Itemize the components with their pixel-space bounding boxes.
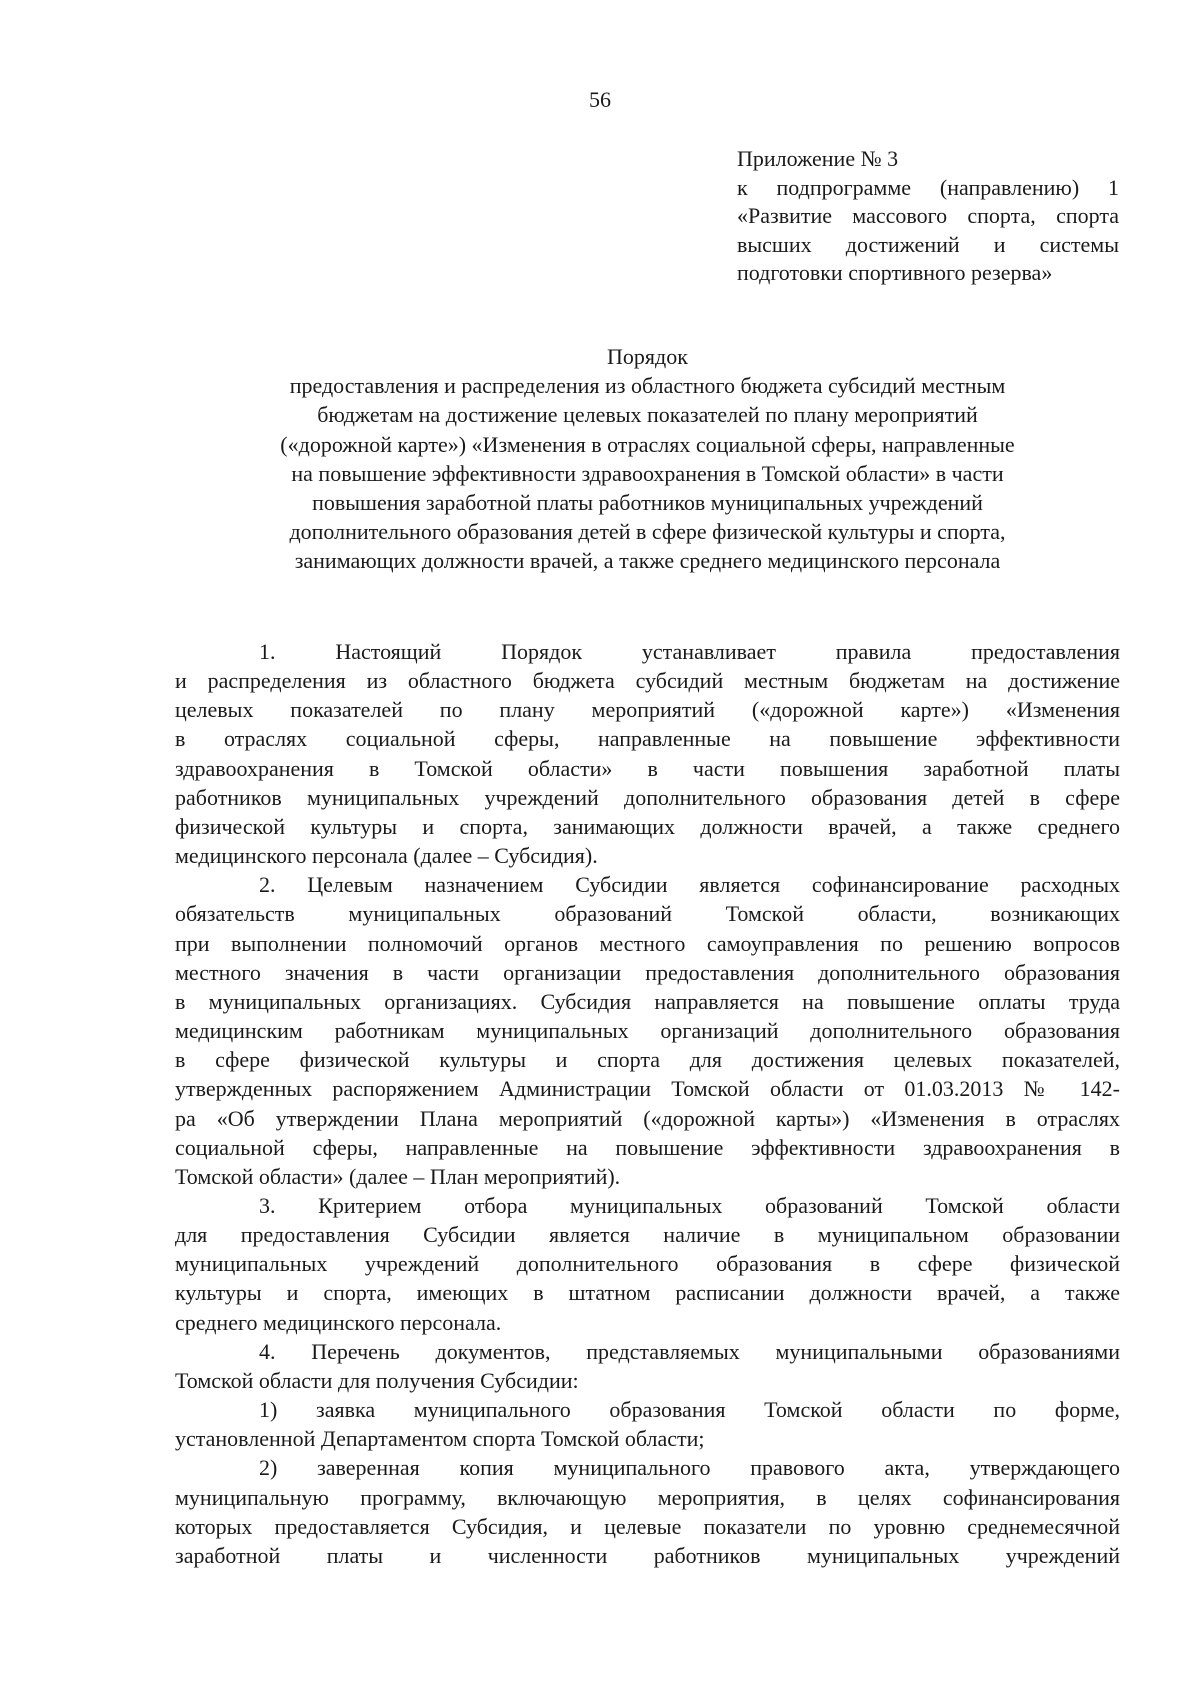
appendix-line: высших достижений и системы <box>737 231 1119 257</box>
body-line: 2) заверенная копия муниципального правового акта, утверждающего <box>259 1455 1120 1481</box>
body-line: в отраслях социальной сферы, направленные на повышение эффективности <box>175 726 1120 752</box>
body-line: медицинским работникам муниципальных организаций дополнительного образования <box>175 1018 1120 1044</box>
body-line: 1. Настоящий Порядок устанавливает правила предоставления <box>259 639 1120 664</box>
appendix-header <box>737 145 1119 288</box>
body-line: утвержденных распоряжением Администрации Томской области от 01.03.2013 № 142- <box>175 1076 1120 1102</box>
document-title <box>175 342 1120 576</box>
body-line: 4. Перечень документов, представляемых муниципальными образованиями <box>259 1338 1120 1364</box>
body-line: 1) заявка муниципального образования Томской области по форме, <box>259 1397 1120 1423</box>
title-line: дополнительного образования детей в сфере физической культуры и спорта, <box>289 519 1006 545</box>
body-line: обязательств муниципальных образований Томской области, возникающих <box>175 901 1120 927</box>
document-body <box>175 637 1120 1570</box>
appendix-line: Приложение № 3 <box>737 146 899 171</box>
body-line: здравоохранения в Томской области» в части повышения заработной платы <box>175 755 1120 781</box>
body-line: социальной сферы, направленные на повышение эффективности здравоохранения в <box>175 1134 1120 1160</box>
body-line: Томской области для получения Субсидии: <box>175 1367 579 1393</box>
body-line: муниципальных учреждений дополнительного образования в сфере физической <box>175 1251 1120 1277</box>
body-line: и распределения из областного бюджета субсидий местным бюджетам на достижение <box>175 668 1120 694</box>
body-line: в муниципальных организациях. Субсидия направляется на повышение оплаты труда <box>175 988 1120 1014</box>
body-line: целевых показателей по плану мероприятий («дорожной карте») «Изменения <box>175 697 1120 723</box>
body-line: среднего медицинского персонала. <box>175 1309 502 1335</box>
title-line: бюджетам на достижение целевых показателей по плану мероприятий <box>317 402 978 428</box>
title-line: занимающих должности врачей, а также среднего медицинского персонала <box>294 548 1001 574</box>
body-line: в сфере физической культуры и спорта для достижения целевых показателей, <box>175 1047 1120 1073</box>
body-line: культуры и спорта, имеющих в штатном расписании должности врачей, а также <box>175 1280 1120 1306</box>
page-number: 56 <box>589 87 611 112</box>
body-line: ра «Об утверждении Плана мероприятий («дорожной карты») «Изменения в отраслях <box>175 1105 1120 1131</box>
title-line: на повышение эффективности здравоохранения в Томской области» в части <box>291 460 1004 486</box>
body-line: медицинского персонала (далее – Субсидия). <box>175 843 598 869</box>
body-line: муниципальную программу, включающую мероприятия, в целях софинансирования <box>175 1484 1120 1510</box>
appendix-line: подготовки спортивного резерва» <box>737 260 1053 285</box>
body-line: физической культуры и спорта, занимающих должности врачей, а также среднего <box>175 813 1120 839</box>
body-line: при выполнении полномочий органов местного самоуправления по решению вопросов <box>175 930 1120 956</box>
body-line: 3. Критерием отбора муниципальных образований Томской области <box>259 1192 1120 1218</box>
body-line: местного значения в части организации предоставления дополнительного образования <box>175 959 1120 985</box>
body-line: для предоставления Субсидии является наличие в муниципальном образовании <box>175 1222 1120 1248</box>
body-line: которых предоставляется Субсидия, и целевые показатели по уровню среднемесячной <box>175 1513 1120 1539</box>
title-line: повышения заработной платы работников муниципальных учреждений <box>312 490 983 516</box>
body-line: 2. Целевым назначением Субсидии является софинансирование расходных <box>259 872 1120 898</box>
appendix-line: «Развитие массового спорта, спорта <box>737 203 1119 228</box>
title-line: («дорожной карте») «Изменения в отраслях социальной сферы, направленные <box>280 431 1015 457</box>
appendix-line: к подпрограмме (направлению) 1 <box>737 174 1119 200</box>
body-line: установленной Департаментом спорта Томской области; <box>175 1426 705 1452</box>
body-line: Томской области» (далее – План мероприятий). <box>175 1163 621 1189</box>
body-line: заработной платы и численности работников муниципальных учреждений <box>175 1542 1120 1568</box>
title-line: Порядок <box>607 344 688 369</box>
title-line: предоставления и распределения из областного бюджета субсидий местным <box>289 373 1006 399</box>
body-line: работников муниципальных учреждений дополнительного образования детей в сфере <box>175 784 1120 810</box>
